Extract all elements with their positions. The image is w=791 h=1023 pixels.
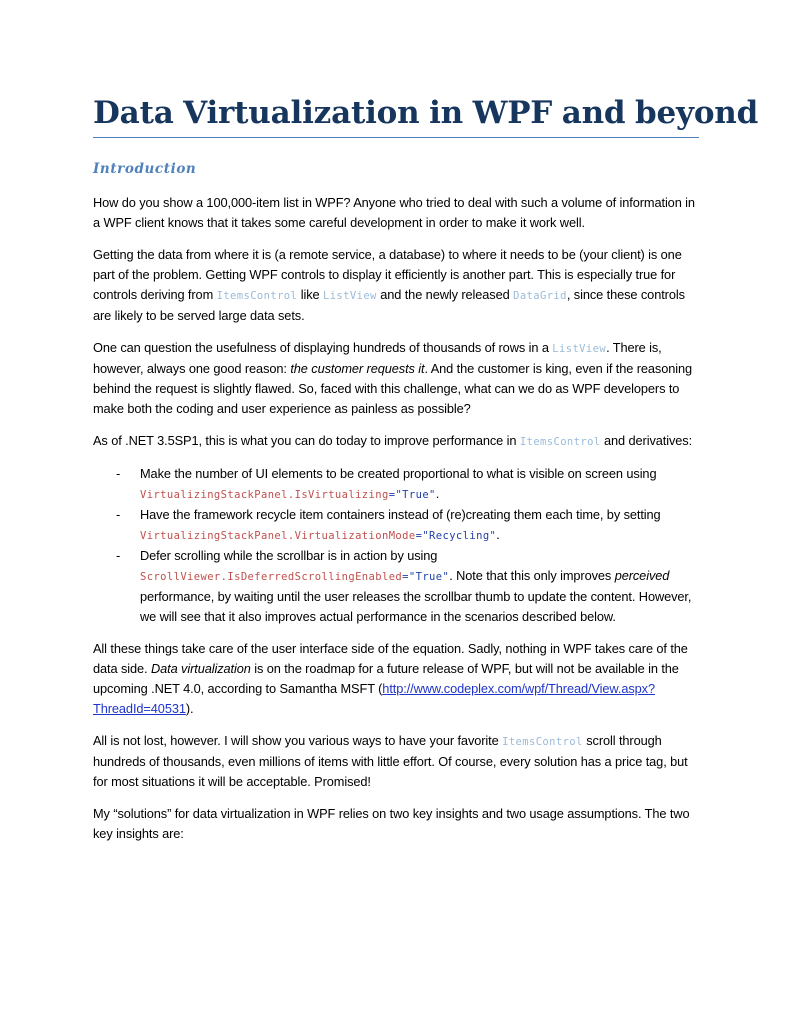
- code-value: "Recycling": [422, 530, 497, 542]
- code-listview: ListView: [552, 343, 607, 355]
- code-operator: =: [402, 571, 409, 583]
- code-listview: ListView: [322, 290, 377, 302]
- paragraph-not-lost: [93, 731, 700, 792]
- code-itemscontrol: ItemsControl: [519, 436, 601, 448]
- document-page: [93, 92, 759, 844]
- code-property: ScrollViewer.IsDeferredScrollingEnabled: [140, 571, 403, 583]
- bullet-list: [93, 464, 700, 627]
- code-property: VirtualizingStackPanel.IsVirtualizing: [140, 489, 389, 501]
- list-item: [93, 546, 700, 627]
- emphasis-text: Data virtualization: [150, 661, 251, 676]
- title-underline: [93, 137, 699, 138]
- paragraph-solutions: My “solutions” for data virtualization in WPF relies on two key insights and two usage assumptions. The two key insights are:: [93, 806, 690, 841]
- code-datagrid: DataGrid: [513, 290, 567, 302]
- emphasis-text: the customer requests it: [290, 361, 425, 376]
- code-value: "True": [408, 571, 450, 583]
- text: One can question the usefulness of displaying hundreds of thousands of rows in a: [93, 340, 553, 355]
- emphasis-text: perceived: [614, 568, 670, 583]
- text: is on the roadmap for a future release of WPF, but will not be available in the upcoming .NET 4.0, according to Samantha MSFT (: [93, 661, 679, 696]
- text: All is not lost, however. I will show you various ways to have your favorite: [93, 733, 503, 748]
- text: and derivatives:: [600, 433, 693, 448]
- bullet-dash: -: [116, 548, 121, 563]
- section-heading: Introduction: [93, 161, 197, 177]
- paragraph-problem: [93, 245, 700, 326]
- text: .: [435, 486, 440, 501]
- text: like: [297, 287, 323, 302]
- document-title: Data Virtualization in WPF and beyond: [93, 95, 759, 131]
- text: Defer scrolling while the scrollbar is in action by using: [140, 548, 438, 563]
- bullet-dash: -: [116, 507, 121, 522]
- list-item: [93, 464, 700, 505]
- text: All these things take care of the user interface side of the equation. Sadly, nothing in WPF takes care of the data side.: [93, 641, 688, 676]
- text: Have the framework recycle item containers instead of (re)creating them each time, by setting: [140, 507, 661, 522]
- codeplex-thread-link[interactable]: http://www.codeplex.com/wpf/Thread/View.aspx?ThreadId=40531: [93, 681, 655, 716]
- paragraph-usefulness: [93, 338, 700, 419]
- text: , since these controls are likely to be served large data sets.: [93, 287, 685, 323]
- text: scroll through hundreds of thousands, even millions of items with little effort. Of course, every solution has a price tag, but for most situations it will be acceptable. Promised!: [93, 733, 688, 789]
- text: .: [496, 527, 500, 542]
- paragraph-net35: [93, 431, 700, 452]
- code-operator: =: [388, 489, 396, 501]
- bullet-dash: -: [116, 466, 121, 481]
- code-value: "True": [395, 489, 436, 501]
- text: Make the number of UI elements to be created proportional to what is visible on screen using: [140, 466, 657, 481]
- text: . Note that this only improves: [449, 568, 615, 583]
- code-itemscontrol: ItemsControl: [502, 736, 583, 748]
- list-item: [93, 505, 700, 546]
- text: As of .NET 3.5SP1, this is what you can do today to improve performance in: [93, 433, 520, 448]
- code-property: VirtualizingStackPanel.VirtualizationMode: [140, 530, 416, 542]
- text: and the newly released: [376, 287, 514, 302]
- text: ).: [185, 701, 194, 716]
- code-operator: =: [415, 530, 423, 542]
- paragraph-data-side: [93, 639, 700, 719]
- text: . And the customer is king, even if the reasoning behind the request is slightly flawed. So, faced with this challenge, what can we do as WPF developers to make both the coding and user experience as painless as possible?: [93, 361, 693, 416]
- paragraph-intro: How do you show a 100,000-item list in WPF? Anyone who tried to deal with such a volume of information in a WPF client knows that it takes some careful development in order to make it work well.: [93, 195, 695, 230]
- text: performance, by waiting until the user releases the scrollbar thumb to update the content. However, we will see that it also improves actual performance in the scenarios described below.: [140, 589, 692, 624]
- code-itemscontrol: ItemsControl: [216, 290, 298, 302]
- text: . There is, however, always one good reason:: [93, 340, 662, 376]
- text: Getting the data from where it is (a remote service, a database) to where it needs to be (your client) is one part of the problem. Getting WPF controls to display it efficiently is another part. This is especially true for controls deriving from: [93, 247, 682, 302]
